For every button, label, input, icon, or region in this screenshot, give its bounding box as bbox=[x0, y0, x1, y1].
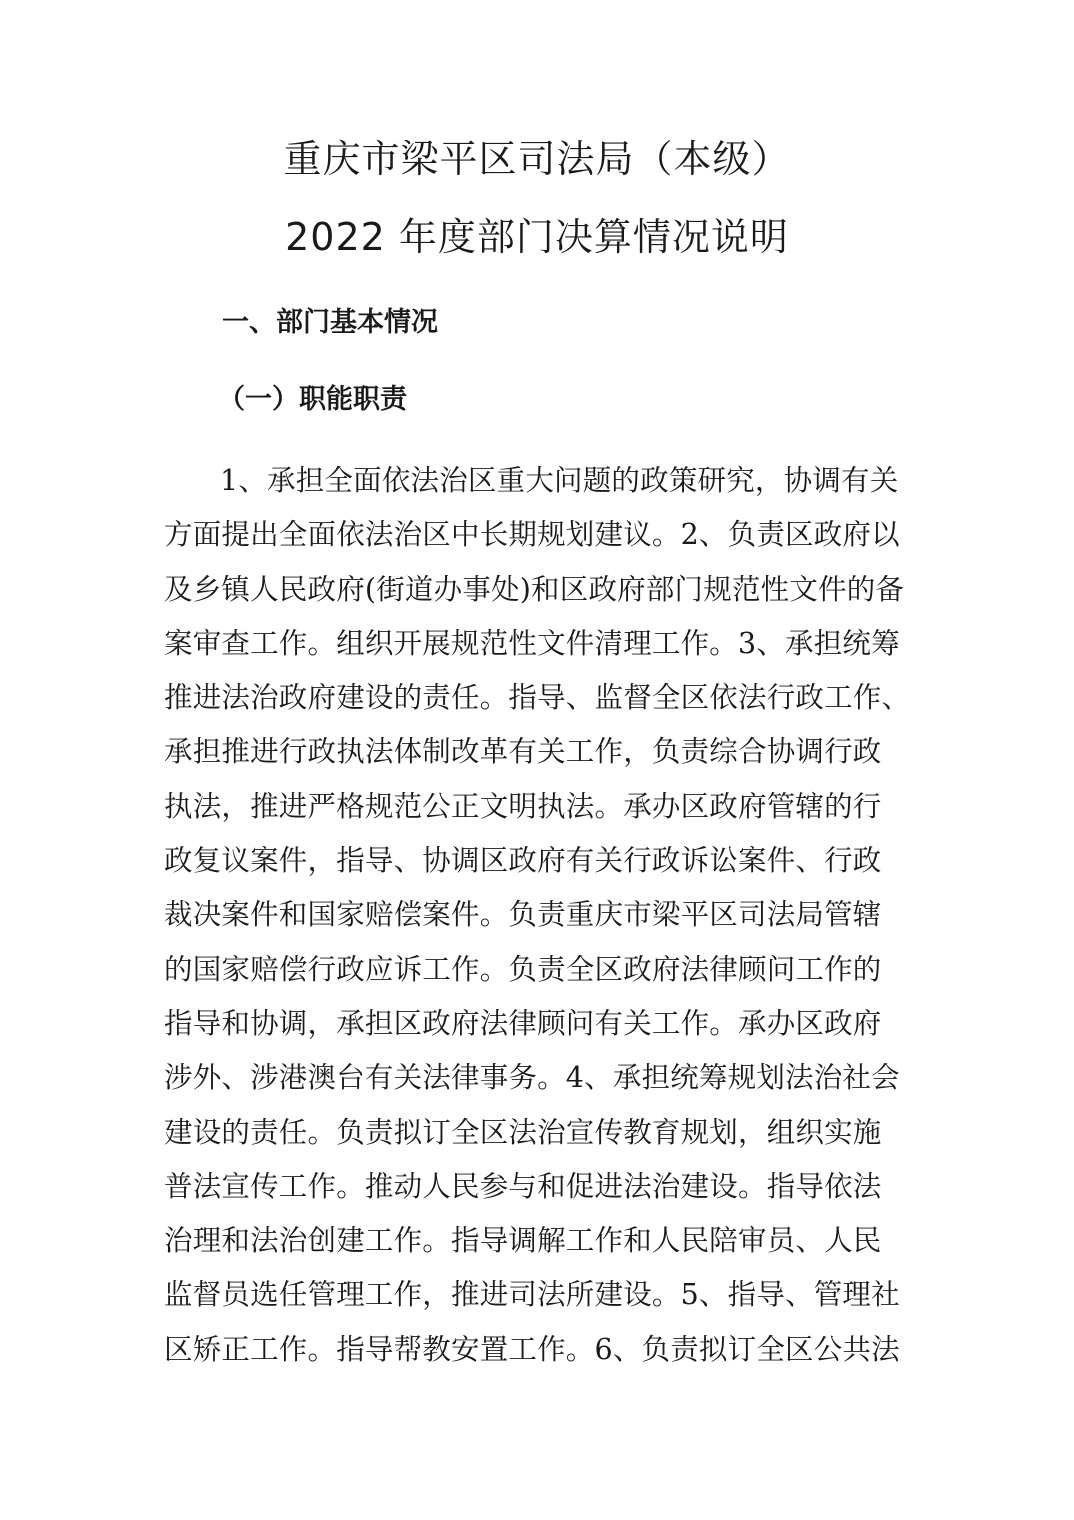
paragraph-line: 推进法治政府建设的责任。指导、监督全区依法行政工作、 bbox=[164, 681, 911, 715]
paragraph-line: 1、承担全面依法治区重大问题的政策研究，协调有关 bbox=[220, 464, 899, 497]
document-title-line-1: 重庆市梁平区司法局（本级） bbox=[283, 137, 791, 181]
paragraph-line: 执法，推进严格规范公正文明执法。承办区政府管辖的行 bbox=[164, 789, 882, 823]
paragraph-line: 及乡镇人民政府(街道办事处)和区政府部门规范性文件的备 bbox=[164, 572, 905, 606]
paragraph-line: 方面提出全面依法治区中长期规划建议。2、负责区政府以 bbox=[164, 518, 900, 552]
document-title-line-2: 2022 年度部门决算情况说明 bbox=[285, 215, 789, 259]
paragraph-line: 区矫正工作。指导帮教安置工作。6、负责拟订全区公共法 bbox=[164, 1332, 900, 1366]
paragraph-line: 裁决案件和国家赔偿案件。负责重庆市梁平区司法局管辖 bbox=[164, 898, 882, 932]
section-heading-basic-info: 一、部门基本情况 bbox=[222, 307, 438, 338]
paragraph-line: 案审查工作。组织开展规范性文件清理工作。3、承担统筹 bbox=[164, 626, 900, 660]
paragraph-line: 治理和法治创建工作。指导调解工作和人民陪审员、人民 bbox=[164, 1224, 882, 1258]
paragraph-line: 指导和协调，承担区政府法律顾问有关工作。承办区政府 bbox=[164, 1006, 882, 1040]
paragraph-line: 普法宣传工作。推动人民参与和促进法治建设。指导依法 bbox=[164, 1169, 882, 1203]
paragraph-line: 建设的责任。负责拟订全区法治宣传教育规划，组织实施 bbox=[164, 1115, 882, 1149]
paragraph-line: 政复议案件，指导、协调区政府有关行政诉讼案件、行政 bbox=[164, 844, 882, 878]
paragraph-line: 承担推进行政执法体制改革有关工作，负责综合协调行政 bbox=[164, 735, 882, 769]
paragraph-line: 的国家赔偿行政应诉工作。负责全区政府法律顾问工作的 bbox=[164, 952, 882, 986]
paragraph-line: 涉外、涉港澳台有关法律事务。4、承担统筹规划法治社会 bbox=[164, 1061, 900, 1095]
subsection-heading-functions: （一）职能职责 bbox=[218, 384, 407, 415]
paragraph-line: 监督员选任管理工作，推进司法所建设。5、指导、管理社 bbox=[164, 1278, 900, 1312]
body-paragraph bbox=[164, 459, 924, 1382]
